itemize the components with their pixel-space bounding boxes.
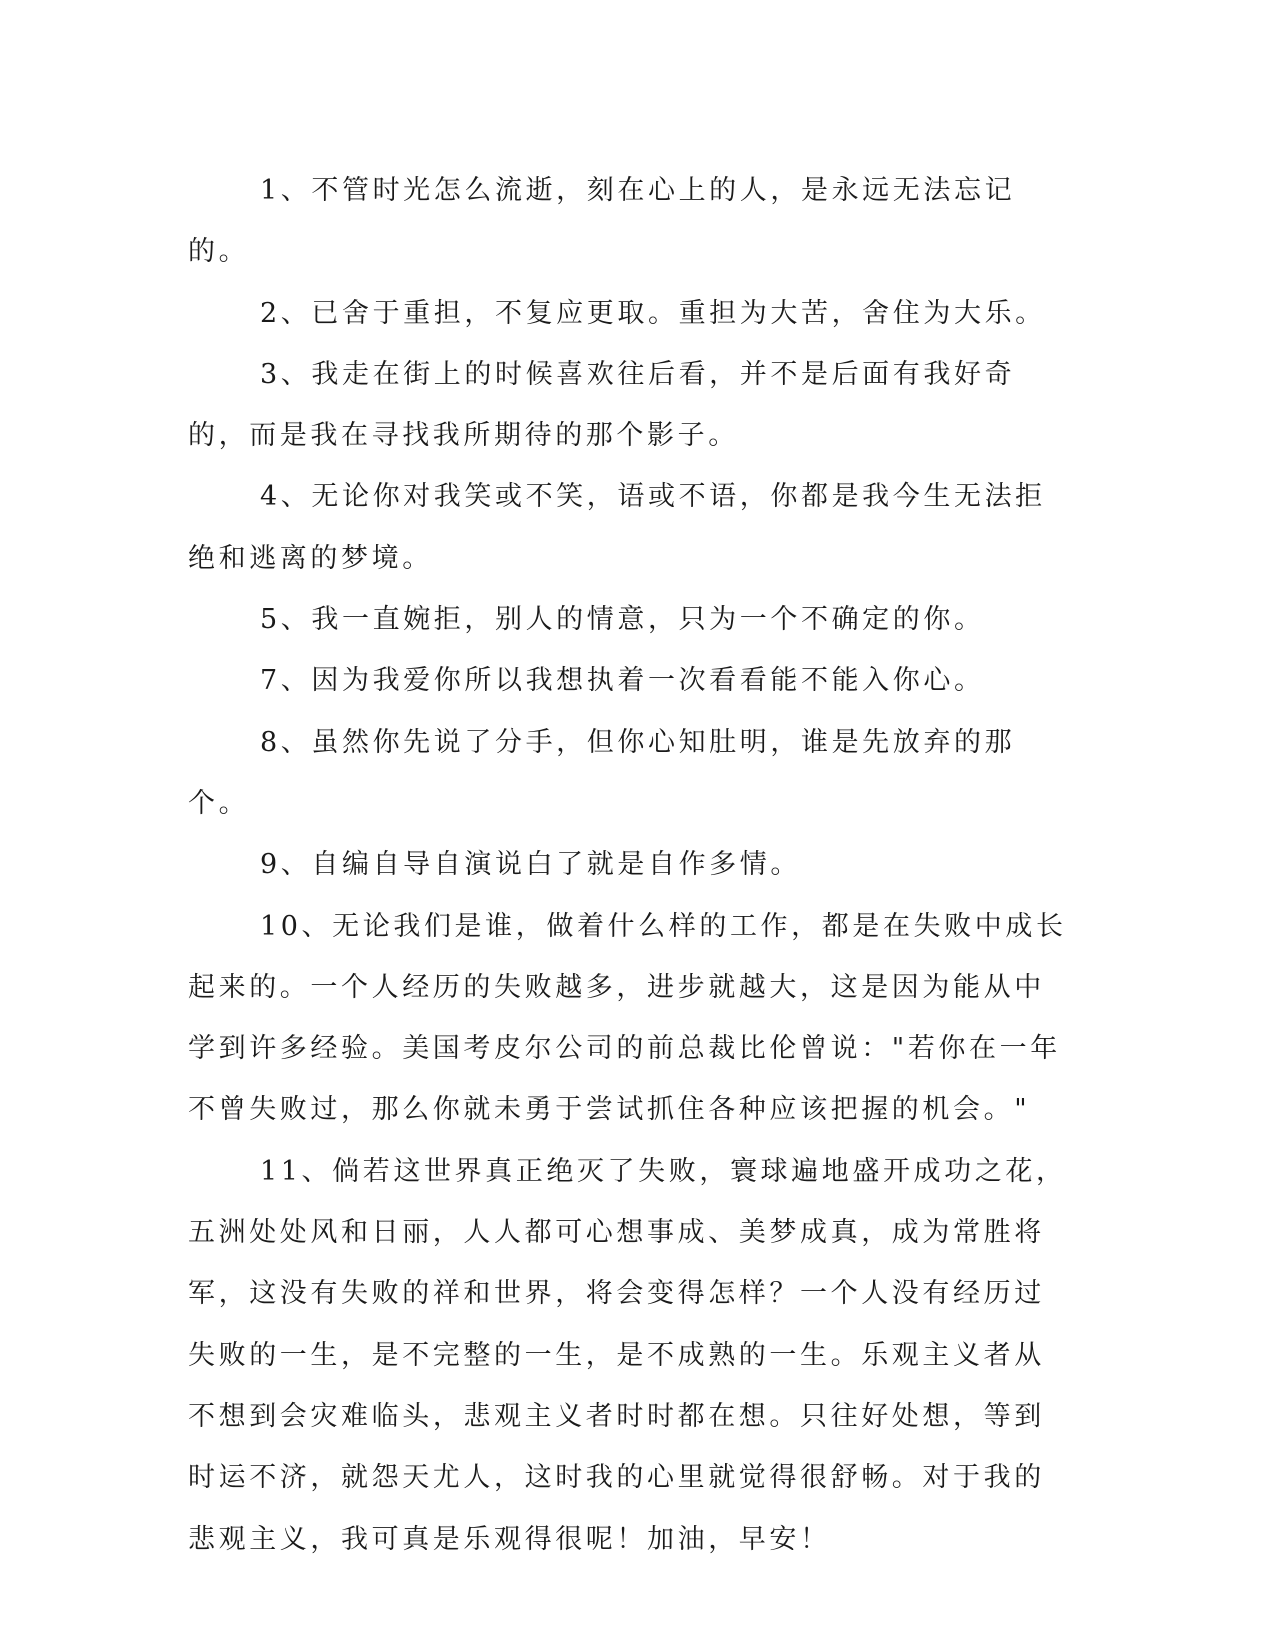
text-line: 有失败的祥和世界，将会变得怎样？一个人没有经历过失败的一生， [188,1278,1045,1371]
document-body [188,160,1068,1570]
paragraph-7 [188,650,1068,711]
text-line: 8、虽然你先说了分手，但你心知肚明，谁是先放弃的那个。 [188,726,1016,819]
paragraph-5 [188,589,1068,650]
text-line: ，悲观主义者时时都在想。只往好处想，等到时运不济，就怨天尤人 [188,1400,1045,1494]
paragraph-2 [188,283,1068,344]
text-line: 是我在寻找我所期待的那个影子。 [279,420,739,452]
text-line: 的。一个人经历的失败越多，进步就越大，这是因为能从中学到许多 [188,971,1045,1065]
text-line: 7、因为我爱你所以我想执着一次看看能不能入你心。 [260,665,985,697]
paragraph-11 [188,1141,1068,1570]
paragraph-10 [188,896,1068,1141]
text-line: 很呢！加油，早安！ [555,1523,831,1555]
text-line: 逃离的梦境。 [249,542,433,574]
paragraph-3 [188,344,1068,467]
text-line: 3、我走在街上的时候喜欢往后看，并不是后面有我好奇的，而 [188,358,1016,452]
text-line: 5、我一直婉拒，别人的情意，只为一个不确定的你。 [260,604,985,636]
text-line: 那么你就未勇于尝试抓住各种应该把握的机会。" [371,1094,1031,1126]
paragraph-8 [188,712,1068,835]
text-line: 2、已舍于重担，不复应更取。重担为大苦，舍住为大乐。 [260,297,1046,329]
text-line: 处处风和日丽，人人都可心想事成、美梦成真，成为常胜将军，这没 [188,1217,1045,1310]
text-line: 10、无论我们是谁，做着什么样的工作，都是在失败中成长起来 [188,910,1067,1003]
paragraph-4 [188,466,1068,589]
paragraph-1 [188,160,1068,283]
text-line: 11、倘若这世界真正绝灭了失败，寰球遍地盛开成功之花，五洲 [188,1155,1067,1249]
text-line: 9、自编自导自演说白了就是自作多情。 [260,849,801,881]
text-line: 是不完整的一生，是不成熟的一生。乐观主义者从不想到会灾难临头 [188,1339,1045,1432]
text-line: 经验。美国考皮尔公司的前总裁比伦曾说："若你在一年不曾失败过， [188,1033,1061,1126]
text-line: 4、无论你对我笑或不笑，语或不语，你都是我今生无法拒绝和 [188,481,1046,574]
paragraph-9 [188,834,1068,895]
text-line: 1、不管时光怎么流逝，刻在心上的人，是永远无法忘记的。 [188,175,1016,268]
text-line: ，这时我的心里就觉得很舒畅。对于我的悲观主义，我可真是乐观得 [188,1462,1045,1555]
